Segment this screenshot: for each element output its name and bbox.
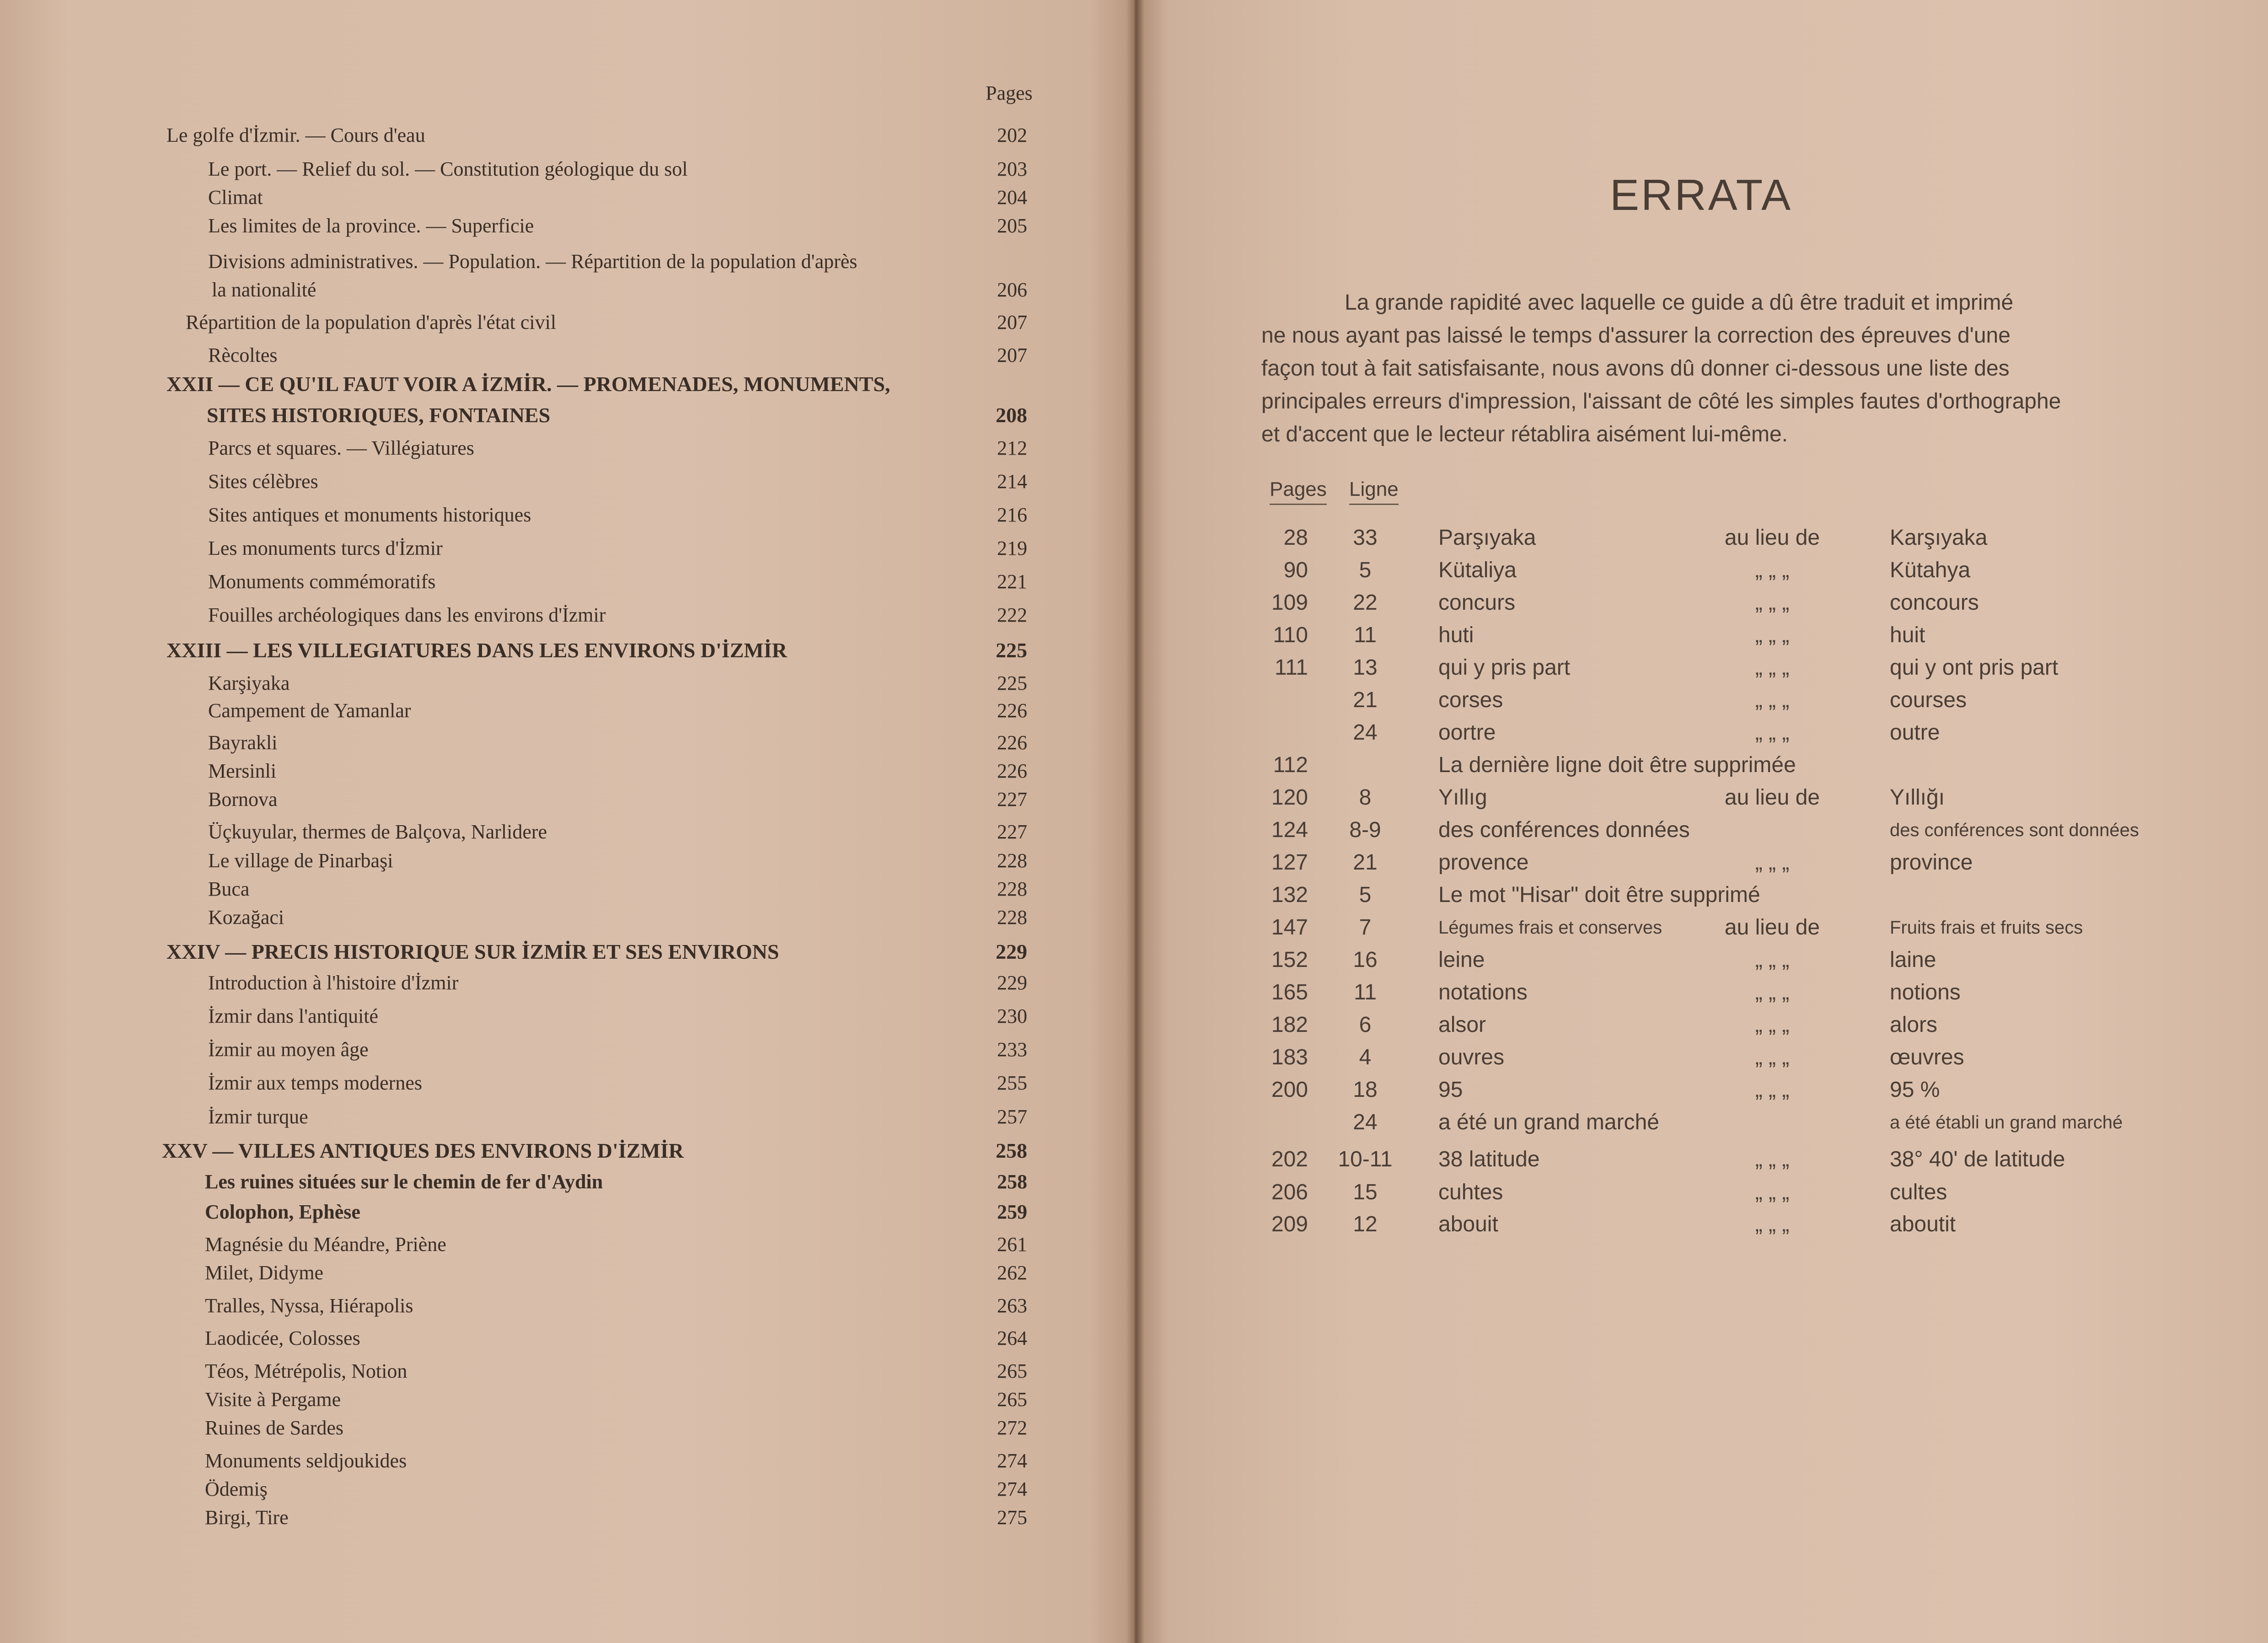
errata-mark: „ „ „ [1755,948,1790,972]
errata-row [1134,619,2268,652]
errata-row [1134,814,2268,847]
toc-title: Parcs et squares. — Villégiatures [208,437,474,459]
errata-intro-line: La grande rapidité avec laquelle ce guide a dû être traduit et imprimé [1345,290,2014,315]
toc-title: Magnésie du Méandre, Priène [205,1233,446,1256]
toc-page: 258 [996,1139,1027,1162]
toc-row [0,1102,1134,1132]
errata-line: 22 [1353,591,1378,615]
toc-row [0,903,1134,932]
toc-page: 263 [997,1294,1027,1317]
toc-page: 274 [997,1450,1027,1472]
errata-page: 112 [1273,753,1308,777]
toc-title: Karşiyaka [208,672,290,694]
errata-correct: courses [1890,688,1967,712]
right-page-errata [1134,0,2268,1643]
toc-row [0,1197,1134,1227]
toc-row [0,500,1134,530]
toc-row [0,1291,1134,1321]
errata-row [1134,976,2268,1009]
toc-row [0,434,1134,463]
errata-row [1134,1106,2268,1139]
toc-page: 229 [997,972,1027,994]
errata-row [1134,1176,2268,1209]
toc-page: 228 [997,849,1027,872]
toc-row [0,1324,1134,1353]
toc-page: 264 [997,1327,1027,1349]
errata-wrong: abouit [1438,1212,1498,1236]
errata-line: 33 [1353,526,1378,550]
toc-page: 228 [997,878,1027,900]
toc-chapter-row [0,636,1134,665]
toc-title: Bornova [208,788,278,811]
errata-mark: „ „ „ [1755,1147,1790,1171]
errata-mark: au lieu de [1724,526,1820,550]
toc-row [0,846,1134,875]
toc-page: 230 [997,1005,1027,1027]
errata-wrong: 95 [1438,1078,1463,1102]
errata-correct: 95 % [1890,1078,1940,1102]
errata-page: 200 [1271,1078,1308,1102]
errata-mark: au lieu de [1724,915,1820,940]
errata-correct: Yıllığı [1890,785,1945,810]
toc-page: 257 [997,1106,1027,1128]
errata-page: 152 [1271,948,1308,972]
toc-title: Colophon, Ephèse [205,1201,360,1223]
errata-wrong: notations [1438,980,1528,1004]
toc-row [0,1413,1134,1443]
toc-row [0,968,1134,998]
toc-page: 259 [997,1201,1027,1223]
errata-correct: Karşıyaka [1890,526,1988,550]
toc-row [0,696,1134,725]
toc-row [0,308,1134,337]
errata-row [1134,554,2268,587]
errata-wrong: concurs [1438,591,1516,615]
errata-line: 24 [1353,1110,1378,1134]
errata-correct: cultes [1890,1180,1947,1204]
errata-page: 202 [1271,1147,1308,1171]
errata-correct: province [1890,850,1973,875]
errata-line: 5 [1359,558,1372,582]
toc-page: 265 [997,1388,1027,1411]
toc-row [0,669,1134,698]
errata-correct: a été établi un grand marché [1890,1112,2123,1133]
toc-page: 226 [997,699,1027,722]
errata-row [1134,749,2268,782]
toc-row [0,875,1134,904]
toc-title: Le village de Pinarbaşi [208,849,393,872]
errata-wrong: qui y pris part [1438,655,1571,680]
toc-title: Laodicée, Colosses [205,1327,360,1349]
toc-title: SITES HISTORIQUES, FONTAINES [207,403,551,427]
errata-mark: „ „ „ [1755,655,1790,680]
toc-title: Birgi, Tire [205,1506,289,1529]
errata-wrong: Kütaliya [1438,558,1517,582]
toc-title: Introduction à l'histoire d'İzmir [208,972,459,994]
toc-title: Campement de Yamanlar [208,699,411,722]
errata-line: 6 [1359,1013,1372,1037]
errata-mark: „ „ „ [1755,720,1790,745]
errata-mark: „ „ „ [1755,1078,1790,1102]
toc-title: Ruines de Sardes [205,1417,344,1439]
errata-wrong: Parşıyaka [1438,526,1536,550]
errata-mark: „ „ „ [1755,623,1790,647]
errata-row [1134,911,2268,944]
errata-page: 28 [1283,526,1308,550]
toc-title: Répartition de la population d'après l'état civil [186,311,557,333]
toc-row [0,183,1134,212]
toc-chapter-row [0,401,1134,430]
errata-intro-line: façon tout à fait satisfaisante, nous avons dû donner ci-dessous une liste des [1261,356,2010,381]
toc-page: 227 [997,788,1027,811]
toc-title: İzmir turque [208,1106,308,1128]
errata-wrong: des conférences données [1438,818,1690,842]
toc-page: 275 [997,1506,1027,1529]
errata-mark: „ „ „ [1755,1045,1790,1069]
errata-row [1134,716,2268,749]
errata-row [1134,1009,2268,1042]
errata-intro-line: ne nous ayant pas laissé le temps d'assurer la correction des épreuves d'une [1261,323,2011,348]
toc-page: 204 [997,186,1027,209]
toc-title: Les limites de la province. — Superficie [208,215,534,237]
errata-correct: Fruits frais et fruits secs [1890,918,2083,938]
toc-title: Monuments seldjoukides [205,1450,407,1472]
toc-title: Téos, Métrépolis, Notion [205,1360,407,1382]
errata-mark: „ „ „ [1755,688,1790,712]
toc-title: İzmir au moyen âge [208,1038,369,1061]
toc-chapter-row [0,1136,1134,1165]
errata-row [1134,1143,2268,1176]
toc-title: Monuments commémoratifs [208,570,436,593]
toc-page: 274 [997,1478,1027,1500]
toc-title: XXV — VILLES ANTIQUES DES ENVIRONS D'İZMİR [162,1139,684,1162]
toc-row [0,1230,1134,1259]
toc-title: Le port. — Relief du sol. — Constitution géologique du sol [208,158,688,180]
errata-line: 21 [1353,688,1378,712]
toc-title: Üçkuyular, thermes de Balçova, Narlidere [208,821,547,843]
toc-page: 221 [997,570,1027,593]
errata-page: 127 [1271,850,1308,875]
errata-page: 209 [1271,1212,1308,1236]
errata-page: 120 [1271,785,1308,810]
errata-col-pages: Pages [1270,478,1327,505]
toc-title: Climat [208,186,263,209]
toc-page: 225 [996,639,1027,662]
errata-correct: huit [1890,623,1925,647]
toc-title: Tralles, Nyssa, Hiérapolis [205,1294,413,1317]
errata-wrong: Yıllıg [1438,785,1487,810]
errata-row [1134,1041,2268,1074]
toc-row [0,1167,1134,1197]
book-gutter [1126,0,1144,1643]
errata-wrong: Légumes frais et conserves [1438,918,1662,938]
toc-title: Les monuments turcs d'İzmir [208,537,443,559]
errata-line: 7 [1359,915,1372,940]
toc-row [0,817,1134,847]
errata-correct: notions [1890,980,1961,1004]
errata-col-ligne: Ligne [1349,478,1399,505]
errata-line: 8 [1359,785,1372,810]
errata-row [1134,1208,2268,1241]
errata-line: 18 [1353,1078,1378,1102]
toc-page: 229 [996,940,1027,963]
errata-correct: concours [1890,591,1979,615]
toc-page: 219 [997,537,1027,559]
toc-title: İzmir aux temps modernes [208,1072,422,1094]
toc-chapter-row [0,370,1134,399]
errata-line: 8-9 [1349,818,1381,842]
errata-mark: „ „ „ [1755,558,1790,582]
toc-page: 233 [997,1038,1027,1061]
toc-page: 208 [996,403,1027,427]
toc-row [0,1258,1134,1288]
toc-row [0,247,1134,276]
errata-correct: outre [1890,720,1940,745]
errata-page: 165 [1271,980,1308,1004]
toc-row [0,534,1134,563]
errata-line: 11 [1354,623,1377,647]
toc-row [0,1385,1134,1414]
errata-page: 110 [1273,623,1308,647]
toc-page: 225 [997,672,1027,694]
errata-mark: „ „ „ [1755,1212,1790,1236]
toc-page: 226 [997,760,1027,782]
errata-page: 182 [1271,1013,1308,1037]
toc-row [0,757,1134,786]
toc-title: XXII — CE QU'IL FAUT VOIR A İZMİR. — PROMENADES, MONUMENTS, [166,372,890,396]
toc-page: 255 [997,1072,1027,1094]
errata-row [1134,1074,2268,1106]
errata-intro-line: principales erreurs d'impression, l'aissant de côté les simples fautes d'orthographe [1261,389,2061,413]
errata-wrong: La dernière ligne doit être supprimée [1438,753,1796,777]
errata-row [1134,879,2268,912]
errata-wrong: alsor [1438,1013,1486,1037]
toc-title: Les ruines situées sur le chemin de fer d'Aydin [205,1171,603,1193]
toc-page: 206 [997,279,1027,301]
toc-title: Divisions administratives. — Population. — Répartition de la population d'après [208,250,858,273]
toc-page: 262 [997,1262,1027,1284]
toc-row [0,467,1134,496]
errata-row [1134,586,2268,619]
errata-title: ERRATA [1610,171,1793,220]
errata-page: 124 [1271,818,1308,842]
toc-title: Milet, Didyme [205,1262,324,1284]
toc-page: 272 [997,1417,1027,1439]
toc-row [0,211,1134,241]
toc-page: 207 [997,311,1027,333]
toc-title: Ödemiş [205,1478,268,1500]
errata-wrong: leine [1438,948,1485,972]
toc-row [0,275,1134,305]
errata-correct: 38° 40' de latitude [1890,1147,2065,1171]
toc-row [0,1068,1134,1098]
toc-row [0,155,1134,184]
toc-row [0,567,1134,596]
errata-mark: „ „ „ [1755,1180,1790,1204]
errata-wrong: huti [1438,623,1474,647]
errata-mark: au lieu de [1724,785,1820,810]
errata-row [1134,684,2268,717]
errata-page: 111 [1275,655,1308,680]
toc-row [0,341,1134,370]
errata-mark: „ „ „ [1755,850,1790,875]
toc-title: Fouilles archéologiques dans les environs d'İzmir [208,604,606,626]
toc-page: 222 [997,604,1027,626]
errata-correct: des conférences sont données [1890,820,2139,840]
errata-line: 24 [1353,720,1378,745]
toc-page: 258 [997,1171,1027,1193]
toc-page: 261 [997,1233,1027,1256]
toc-title: Sites antiques et monuments historiques [208,504,531,526]
toc-title: Kozağaci [208,906,284,929]
toc-row [0,785,1134,814]
errata-correct: aboutit [1890,1212,1956,1236]
errata-line: 13 [1353,655,1378,680]
errata-correct: alors [1890,1013,1938,1037]
errata-page: 206 [1271,1180,1308,1204]
toc-page: 265 [997,1360,1027,1382]
errata-page: 147 [1271,915,1308,940]
errata-wrong: Le mot "Hisar" doit être supprimé [1438,883,1760,907]
errata-line: 21 [1353,850,1378,875]
toc-row [0,1503,1134,1532]
toc-page: 212 [997,437,1027,459]
errata-line: 11 [1354,980,1377,1004]
errata-intro-line: et d'accent que le lecteur rétablira aisément lui-même. [1261,422,1788,446]
errata-wrong: corses [1438,688,1503,712]
errata-wrong: a été un grand marché [1438,1110,1659,1134]
errata-correct: œuvres [1890,1045,1964,1069]
toc-row [0,728,1134,757]
errata-wrong: cuhtes [1438,1180,1503,1204]
errata-wrong: ouvres [1438,1045,1505,1069]
toc-page: 227 [997,821,1027,843]
errata-line: 16 [1353,948,1378,972]
errata-mark: „ „ „ [1755,591,1790,615]
toc-title: XXIII — LES VILLEGIATURES DANS LES ENVIRONS D'İZMİR [166,639,787,662]
toc-title: Buca [208,878,250,900]
errata-page: 183 [1271,1045,1308,1069]
errata-row [1134,846,2268,879]
toc-row [0,601,1134,630]
errata-correct: Kütahya [1890,558,1971,582]
toc-pages-header: Pages [986,82,1033,104]
toc-title: XXIV — PRECIS HISTORIQUE SUR İZMİR ET SES ENVIRONS [166,940,779,963]
errata-row [1134,521,2268,554]
toc-page: 228 [997,906,1027,929]
toc-title: Bayrakli [208,731,278,754]
errata-page: 90 [1283,558,1308,582]
errata-row [1134,781,2268,814]
toc-chapter-row [0,937,1134,966]
errata-page: 132 [1271,883,1308,907]
toc-page: 226 [997,731,1027,754]
errata-page: 109 [1271,591,1308,615]
toc-page: 205 [997,215,1027,237]
toc-title: Rècoltes [208,344,278,366]
toc-row [0,1475,1134,1504]
toc-page: 216 [997,504,1027,526]
toc-title: İzmir dans l'antiquité [208,1005,379,1027]
toc-row [0,1446,1134,1476]
errata-line: 5 [1359,883,1372,907]
toc-title: Mersinli [208,760,277,782]
errata-mark: „ „ „ [1755,1013,1790,1037]
toc-page: 202 [997,124,1027,146]
toc-title: Le golfe d'İzmir. — Cours d'eau [166,124,425,146]
toc-page: 214 [997,470,1027,493]
errata-row [1134,944,2268,977]
toc-title: Sites célèbres [208,470,318,493]
errata-correct: qui y ont pris part [1890,655,2059,680]
errata-line: 15 [1353,1180,1378,1204]
toc-row [0,1002,1134,1031]
errata-wrong: oortre [1438,720,1496,745]
toc-title: la nationalité [212,279,316,301]
toc-page: 207 [997,344,1027,366]
errata-correct: laine [1890,948,1936,972]
errata-line: 10-11 [1338,1147,1393,1171]
errata-line: 12 [1353,1212,1378,1236]
errata-mark: „ „ „ [1755,980,1790,1004]
errata-row [1134,651,2268,684]
toc-row [0,1035,1134,1064]
errata-wrong: 38 latitude [1438,1147,1540,1171]
errata-line: 4 [1359,1045,1372,1069]
toc-title: Visite à Pergame [205,1388,341,1411]
toc-row [0,121,1134,150]
errata-wrong: provence [1438,850,1529,875]
toc-page: 203 [997,158,1027,180]
toc-row [0,1357,1134,1386]
